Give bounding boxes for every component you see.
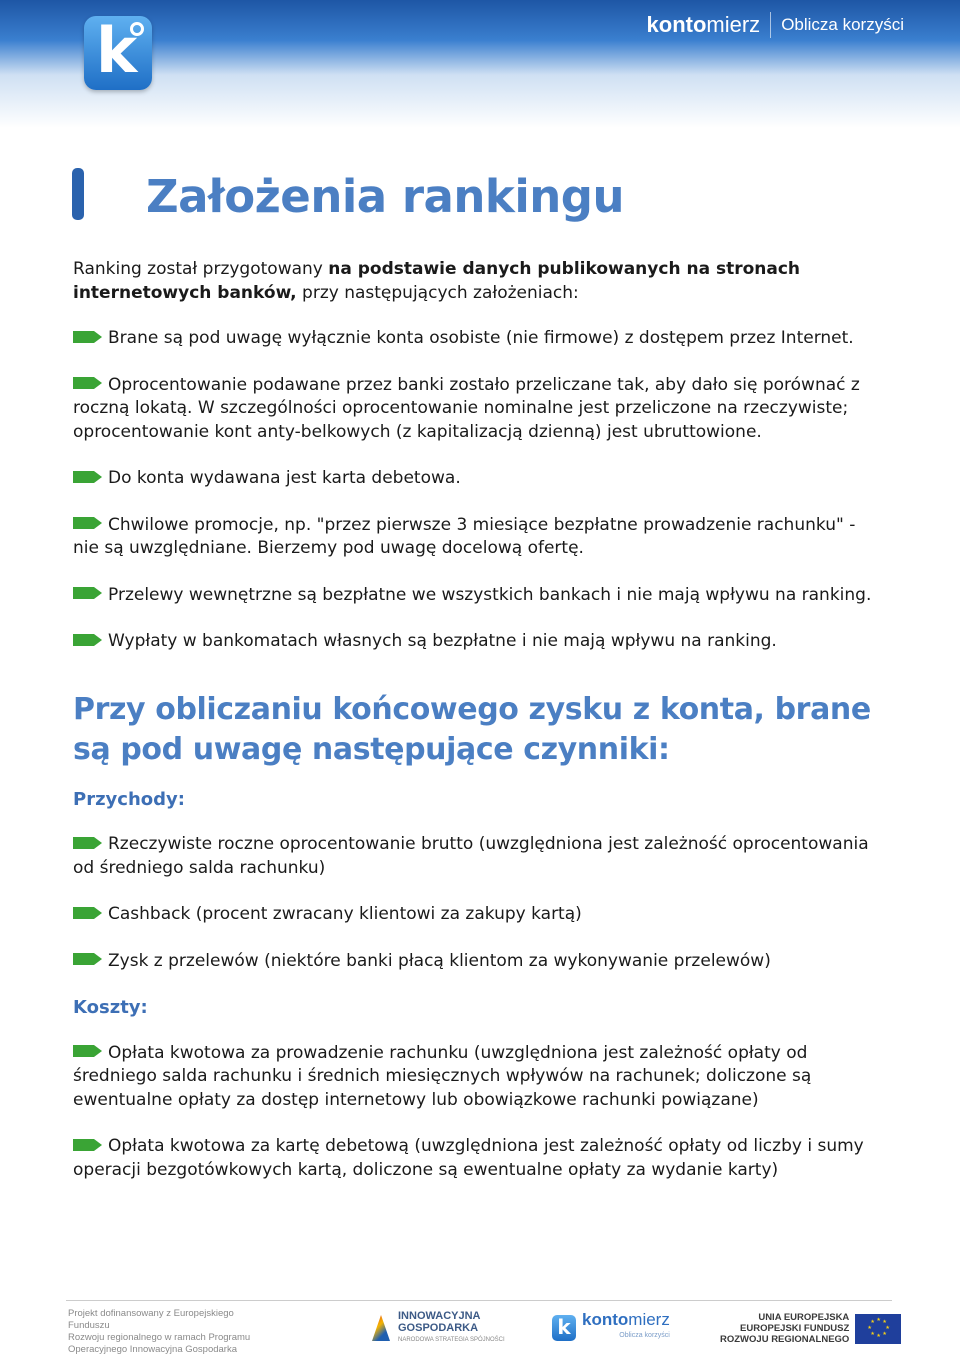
eu-line: UNIA EUROPEJSKA — [758, 1312, 850, 1323]
km-logo-text — [582, 1312, 670, 1344]
income-text: Rzeczywiste roczne oprocentowanie brutto (uwzględniona jest zależność oprocentowania od średniego salda rachunku) — [73, 834, 869, 878]
green-arrow-icon — [73, 837, 102, 849]
intro-text-2: przy następujących założeniach: — [296, 282, 579, 303]
assumption-item — [73, 467, 873, 491]
green-arrow-icon — [73, 517, 102, 529]
green-arrow-icon — [73, 331, 102, 343]
ig-subline: NARODOWA STRATEGIA SPÓJNOŚCI — [398, 1337, 505, 1343]
page-title: Założenia rankingu — [146, 170, 625, 223]
cost-item — [73, 1042, 873, 1113]
green-arrow-icon — [73, 1139, 102, 1151]
green-arrow-icon — [73, 471, 102, 483]
assumption-text: Chwilowe promocje, np. "przez pierwsze 3 miesiące bezpłatne prowadzenie rachunku" - nie są uwzględniane. Bierzemy pod uwagę docelową ofertę. — [73, 514, 856, 558]
green-arrow-icon — [73, 1045, 102, 1057]
ig-line: INNOWACYJNA — [398, 1310, 481, 1322]
cost-item — [73, 1135, 873, 1182]
assumption-item — [73, 514, 873, 561]
km-tagline: Oblicza korzyści — [619, 1332, 670, 1339]
cost-text: Opłata kwotowa za prowadzenie rachunku (uwzględniona jest zależność opłaty od średniego salda rachunku i średnich miesięcznych wpływów na rachunek; doliczone są ewentualne opłaty za dostęp internetowy lub obowiązkowe rachunki powiązane) — [73, 1042, 812, 1110]
eu-line: ROZWOJU REGIONALNEGO — [720, 1334, 850, 1345]
eu-flag-icon: ★ ★ ★ ★ ★ ★ ★ ★ — [855, 1314, 901, 1344]
assumption-item — [73, 630, 873, 654]
ig-logo-text — [398, 1310, 505, 1346]
brand-name-rest: mierz — [706, 12, 761, 37]
income-item — [73, 950, 873, 974]
footer-project-line: Operacyjnego Innowacyjna Gospodarka — [68, 1344, 237, 1355]
assumption-item — [73, 327, 873, 351]
ig-line: GOSPODARKA — [398, 1322, 479, 1334]
brand-tagline: Oblicza korzyści — [781, 15, 904, 34]
income-heading: Przychody: — [73, 788, 185, 810]
intro-text-bold: na podstawie danych publikowanych na stronach internetowych banków, — [73, 259, 801, 303]
cost-text: Opłata kwotowa za kartę debetową (uwzględniona jest zależność opłaty od liczby i sumy operacji bezgotówkowych kartą, doliczone są ewentualne opłaty za wydanie karty) — [73, 1136, 864, 1180]
assumption-text: Oprocentowanie podawane przez banki zostało przeliczane tak, aby dało się porównać z roczną lokatą. W szczególności oprocentowanie nominalne jest przeliczone na rzeczywiste; oprocentowanie kont anty-belkowych (z kapitalizacją dzienną) jest ubruttowione. — [73, 374, 860, 442]
green-arrow-icon — [73, 953, 102, 965]
ig-mark-icon — [370, 1313, 392, 1343]
green-arrow-icon — [73, 907, 102, 919]
brand-header — [647, 10, 904, 40]
section-title-factors: Przy obliczaniu końcowego zysku z konta, brane są pod uwagę następujące czynniki: — [73, 691, 871, 767]
logo-dot-icon — [130, 22, 144, 36]
km-rest: mierz — [628, 1310, 670, 1329]
intro-text-1: Ranking został przygotowany — [73, 259, 329, 279]
brand-separator — [770, 12, 771, 38]
footer-project-line: Rozwoju regionalnego w ramach Programu — [68, 1332, 251, 1343]
assumption-text: Wypłaty w bankomatach własnych są bezpłatne i nie mają wpływu na ranking. — [108, 631, 777, 651]
intro-paragraph — [73, 258, 873, 305]
green-arrow-icon — [73, 587, 102, 599]
assumption-item — [73, 584, 873, 608]
income-text: Cashback (procent zwracany klientowi za zakupy kartą) — [108, 904, 582, 924]
footer-project-line: Projekt dofinansowany z Europejskiego Funduszu — [68, 1308, 234, 1331]
kontomierz-footer-logo — [552, 1312, 670, 1344]
brand-name-bold: konto — [646, 12, 707, 37]
green-arrow-icon — [73, 634, 102, 646]
assumption-item — [73, 374, 873, 445]
footer-divider — [66, 1300, 892, 1301]
eu-logo — [720, 1312, 901, 1345]
km-logo-icon: k — [552, 1315, 576, 1341]
assumption-text: Przelewy wewnętrzne są bezpłatne we wszystkich bankach i nie mają wpływu na ranking. — [108, 584, 872, 605]
assumption-text: Do konta wydawana jest karta debetowa. — [108, 468, 461, 488]
innowacyjna-gospodarka-logo — [370, 1310, 505, 1346]
eu-line: EUROPEJSKI FUNDUSZ — [740, 1323, 850, 1334]
kontomierz-logo — [84, 16, 152, 90]
costs-heading: Koszty: — [73, 997, 148, 1018]
eu-logo-text — [720, 1312, 849, 1345]
title-accent-bar — [72, 168, 84, 220]
assumption-text: Brane są pod uwagę wyłącznie konta osobiste (nie firmowe) z dostępem przez Internet. — [108, 328, 854, 348]
income-text: Zysk z przelewów (niektóre banki płacą klientom za wykonywanie przelewów) — [108, 950, 771, 971]
km-bold: konto — [582, 1310, 629, 1329]
brand-name — [647, 12, 761, 38]
main-content — [73, 258, 873, 1205]
footer-project-note — [68, 1308, 278, 1356]
green-arrow-icon — [73, 377, 102, 389]
income-item — [73, 833, 873, 880]
income-item — [73, 903, 873, 927]
logo-letter: k — [96, 14, 138, 87]
